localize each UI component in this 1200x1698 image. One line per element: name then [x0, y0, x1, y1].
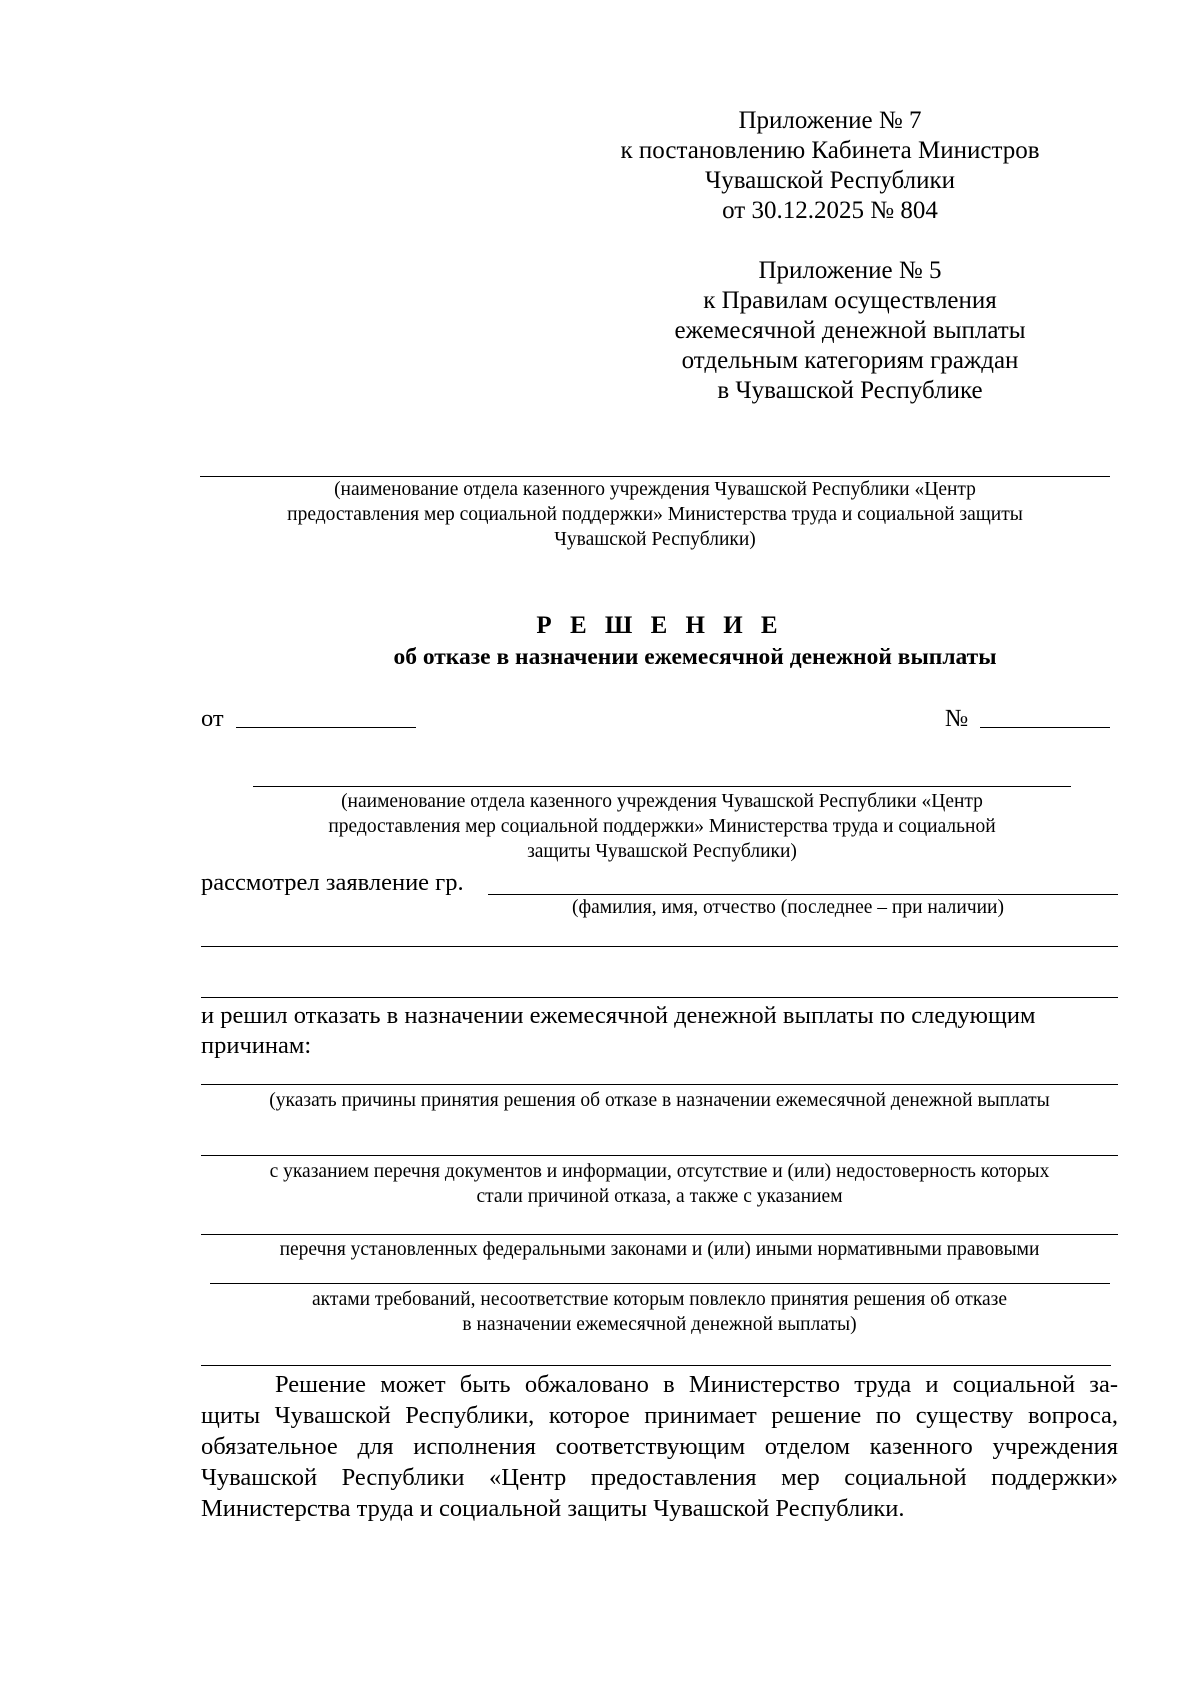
header2-line: к Правилам осуществления: [703, 287, 997, 314]
org-caption-mid-line: защиты Чувашской Республики): [527, 841, 797, 862]
reasons-caption-2-line: с указанием перечня документов и информации, отсутствие и (или) недостоверность которых: [269, 1161, 1050, 1182]
appeal-line: обязательное для исполнения соответствующим отделом казенного учреждения: [201, 1433, 1118, 1460]
reasons-caption-1: (указать причины принятия решения об отказе в назначении ежемесячной денежной выплаты: [269, 1090, 1050, 1111]
appeal-line: щиты Чувашской Республики, которое принимает решение по существу вопроса,: [201, 1402, 1118, 1429]
number-field[interactable]: [980, 727, 1110, 728]
appeal-line: Решение может быть обжаловано в Министерство труда и социальной за-: [275, 1371, 1118, 1398]
header2-line: ежемесячной денежной выплаты: [674, 317, 1026, 344]
header2-line: Приложение № 5: [758, 257, 942, 284]
org-caption-top-line: Чувашской Республики): [554, 529, 756, 550]
reasons-line-3[interactable]: [201, 1234, 1118, 1235]
org-caption-top-line: предоставления мер социальной поддержки» Министерства труда и социальной защиты: [287, 504, 1023, 525]
header1-line: от 30.12.2025 № 804: [722, 197, 938, 224]
appeal-line: Чувашской Республики «Центр предоставления мер социальной поддержки»: [201, 1464, 1118, 1491]
document-subtitle: об отказе в назначении ежемесячной денежной выплаты: [393, 644, 997, 670]
decision-text-line: и решил отказать в назначении ежемесячной денежной выплаты по следующим: [201, 1002, 1036, 1029]
reasons-caption-2-line: стали причиной отказа, а также с указанием: [476, 1186, 843, 1207]
date-prefix: от: [201, 705, 224, 732]
reviewed-text: рассмотрел заявление гр.: [201, 869, 464, 896]
org-caption-mid-line: (наименование отдела казенного учреждения Чувашской Республики «Центр: [341, 791, 983, 812]
fio-caption: (фамилия, имя, отчество (последнее – при наличии): [572, 897, 1004, 918]
reasons-line-2[interactable]: [201, 1155, 1118, 1156]
org-name-line-mid[interactable]: [253, 786, 1071, 787]
reasons-line-5[interactable]: [201, 1365, 1111, 1366]
applicant-name-field[interactable]: [488, 894, 1118, 895]
number-prefix: №: [945, 705, 969, 732]
applicant-extra-line-1[interactable]: [201, 946, 1118, 947]
appeal-line: Министерства труда и социальной защиты Чувашской Республики.: [201, 1495, 905, 1522]
header2-line: отдельным категориям граждан: [681, 347, 1019, 374]
applicant-extra-line-2[interactable]: [201, 997, 1118, 998]
header1-line: к постановлению Кабинета Министров: [620, 137, 1040, 164]
reasons-caption-3: перечня установленных федеральными законами и (или) иными нормативными правовыми: [279, 1239, 1040, 1260]
reasons-line-4[interactable]: [210, 1283, 1110, 1284]
header1-line: Чувашской Республики: [704, 167, 956, 194]
decision-text-line: причинам:: [201, 1032, 312, 1059]
header1-line: Приложение № 7: [738, 107, 922, 134]
document-title: Р Е Ш Е Н И Е: [536, 612, 784, 639]
org-caption-top-line: (наименование отдела казенного учреждения Чувашской Республики «Центр: [334, 479, 976, 500]
date-field[interactable]: [236, 727, 416, 728]
header2-line: в Чувашской Республике: [717, 377, 983, 404]
reasons-caption-4-line: в назначении ежемесячной денежной выплаты): [462, 1314, 857, 1335]
reasons-caption-4-line: актами требований, несоответствие которым повлекло принятия решения об отказе: [311, 1289, 1008, 1310]
org-caption-mid-line: предоставления мер социальной поддержки» Министерства труда и социальной: [328, 816, 996, 837]
reasons-line-1[interactable]: [201, 1084, 1118, 1085]
org-name-line-top: [200, 476, 1110, 477]
